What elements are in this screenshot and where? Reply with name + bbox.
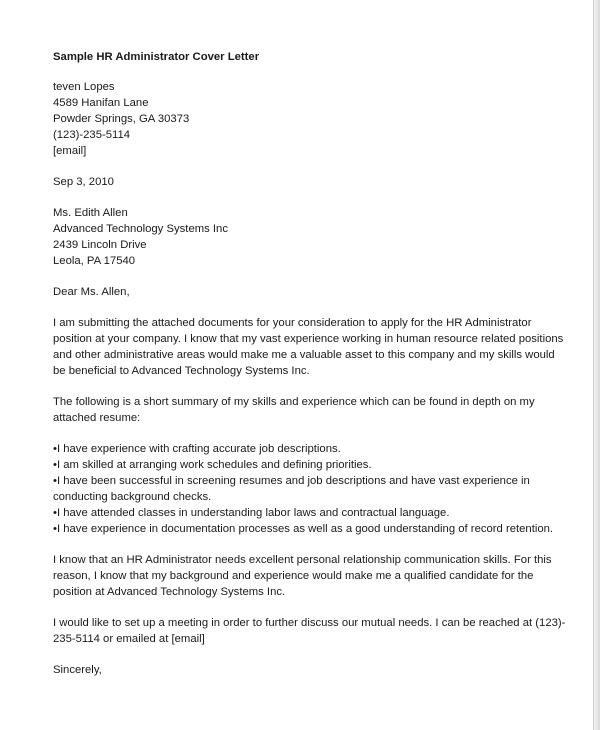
salutation-text: Dear Ms. Allen,	[53, 286, 130, 298]
paragraph-line: 235-5114 or emailed at [email]	[53, 633, 205, 645]
paragraph-qualification	[53, 552, 552, 600]
paragraph-line: I would like to set up a meeting in order to further discuss our mutual needs. I can be reached at (123)-	[53, 617, 566, 629]
recipient-name: Ms. Edith Allen	[53, 207, 128, 219]
sender-name: teven Lopes	[53, 81, 115, 93]
paragraph-summary	[53, 394, 543, 426]
sender-address	[53, 79, 543, 159]
letter-body	[53, 49, 566, 693]
paragraph-line: be beneficial to Advanced Technology Systems Inc.	[53, 365, 310, 377]
recipient-street: 2439 Lincoln Drive	[53, 239, 147, 251]
paragraph-line: I am submitting the attached documents for your consideration to apply for the HR Administrator	[53, 317, 532, 329]
paragraph-meeting	[53, 615, 566, 647]
page-edge	[593, 0, 600, 730]
list-item: conducting background checks.	[53, 491, 212, 503]
paragraph-line: attached resume:	[53, 412, 141, 424]
skills-list	[53, 441, 554, 537]
paragraph-line: and other administrative areas would make me a valuable asset to this company and my skills would	[53, 349, 555, 361]
recipient-address	[53, 205, 543, 269]
closing-text: Sincerely,	[53, 664, 102, 676]
paragraph-line: position at your company. I know that my vast experience working in human resource related positions	[53, 333, 564, 345]
recipient-city: Leola, PA 17540	[53, 255, 136, 267]
letter-date	[53, 174, 543, 190]
paragraph-line: I know that an HR Administrator needs excellent personal relationship communication skills. For this	[53, 554, 552, 566]
list-item: •I have attended classes in understanding labor laws and contractual language.	[53, 507, 450, 519]
salutation	[53, 284, 543, 300]
list-item: •I have experience in documentation processes as well as a good understanding of record retention.	[53, 523, 554, 535]
list-item: •I have been successful in screening resumes and job descriptions and have vast experience in	[53, 475, 530, 487]
paragraph-intro	[53, 315, 564, 379]
recipient-company: Advanced Technology Systems Inc	[53, 223, 228, 235]
sender-street: 4589 Hanifan Lane	[53, 97, 149, 109]
sender-phone: (123)-235-5114	[53, 129, 131, 141]
paragraph-line: position at Advanced Technology Systems Inc.	[53, 586, 286, 598]
closing	[53, 662, 543, 678]
date-text: Sep 3, 2010	[53, 176, 114, 188]
list-item: •I have experience with crafting accurate job descriptions.	[53, 443, 341, 455]
paragraph-line: The following is a short summary of my skills and experience which can be found in depth on my	[53, 396, 535, 408]
sender-city: Powder Springs, GA 30373	[53, 113, 190, 125]
sender-email: [email]	[53, 145, 87, 157]
document-title: Sample HR Administrator Cover Letter	[53, 51, 260, 63]
paragraph-line: reason, I know that my background and experience would make me a qualified candidate for the	[53, 570, 534, 582]
list-item: •I am skilled at arranging work schedules and defining priorities.	[53, 459, 372, 471]
